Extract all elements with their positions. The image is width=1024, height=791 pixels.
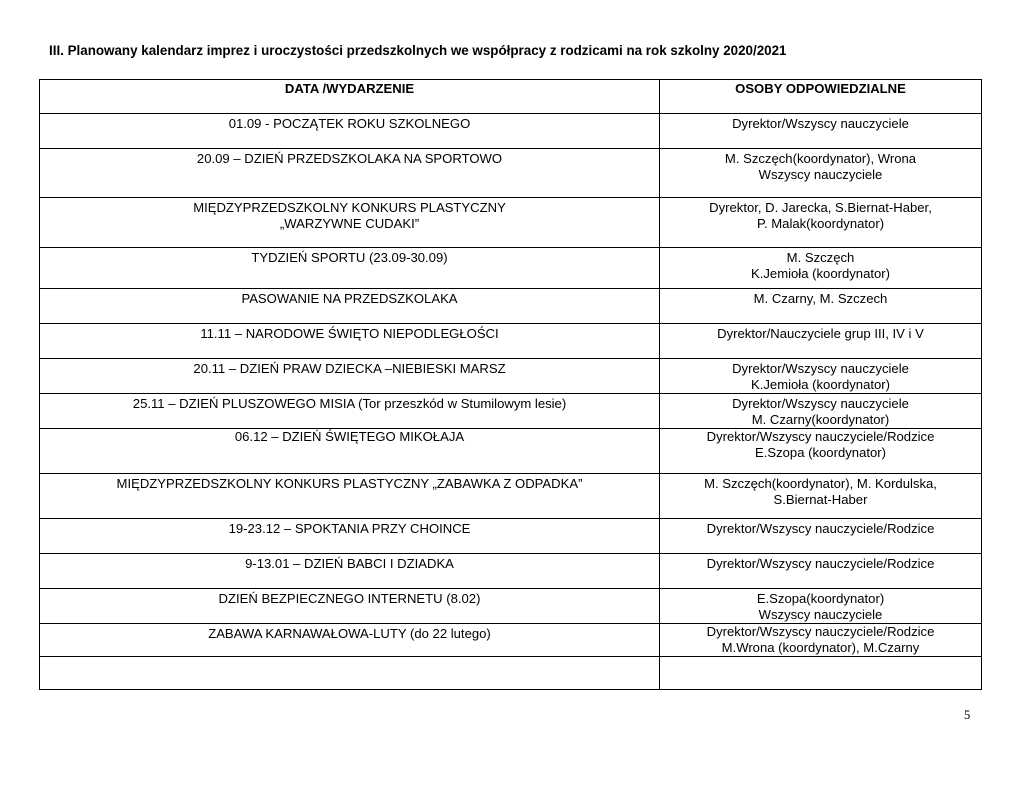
table-row <box>40 519 982 554</box>
event-line: 20.09 – DZIEŃ PRZEDSZKOLAKA NA SPORTOWO <box>196 151 503 166</box>
event-cell <box>40 324 660 359</box>
event-cell <box>40 519 660 554</box>
responsible-line: K.Jemioła (koordynator) <box>751 266 890 281</box>
responsible-line: Wszyscy nauczyciele <box>758 607 883 622</box>
table-row <box>40 554 982 589</box>
event-line: TYDZIEŃ SPORTU (23.09-30.09) <box>251 250 448 265</box>
responsible-cell <box>660 474 982 519</box>
event-line: DZIEŃ BEZPIECZNEGO INTERNETU (8.02) <box>218 591 481 606</box>
event-line: PASOWANIE NA PRZEDSZKOLAKA <box>241 291 458 306</box>
responsible-cell <box>660 324 982 359</box>
event-line: MIĘDZYPRZEDSZKOLNY KONKURS PLASTYCZNY „ZABAWKA Z ODPADKA” <box>116 476 583 491</box>
responsible-line: P. Malak(koordynator) <box>756 216 885 231</box>
table-row <box>40 289 982 324</box>
event-cell <box>40 657 660 690</box>
responsible-cell <box>660 114 982 149</box>
responsible-line: E.Szopa(koordynator) <box>756 591 885 606</box>
responsible-line: Dyrektor/Wszyscy nauczyciele <box>732 396 909 411</box>
table-row-empty <box>40 657 982 690</box>
events-table <box>39 79 982 690</box>
responsible-cell <box>660 248 982 289</box>
responsible-line: Dyrektor/Wszyscy nauczyciele <box>732 116 909 131</box>
event-cell <box>40 554 660 589</box>
table-row <box>40 474 982 519</box>
responsible-line: M. Czarny(koordynator) <box>751 412 890 427</box>
table-row <box>40 589 982 624</box>
event-line: MIĘDZYPRZEDSZKOLNY KONKURS PLASTYCZNY <box>193 200 506 215</box>
event-cell <box>40 289 660 324</box>
responsible-cell <box>660 359 982 394</box>
responsible-line: Dyrektor, D. Jarecka, S.Biernat-Haber, <box>709 200 932 215</box>
header-responsible: OSOBY ODPOWIEDZIALNE <box>660 80 982 114</box>
event-line: „WARZYWNE CUDAKI” <box>279 216 420 231</box>
event-cell <box>40 429 660 474</box>
responsible-line: M. Czarny, M. Szczech <box>753 291 888 306</box>
table-row <box>40 198 982 248</box>
responsible-line: Dyrektor/Wszyscy nauczyciele/Rodzice <box>706 556 935 571</box>
event-line: 9-13.01 – DZIEŃ BABCI I DZIADKA <box>245 556 454 571</box>
responsible-cell <box>660 519 982 554</box>
responsible-line: E.Szopa (koordynator) <box>754 445 886 460</box>
event-cell <box>40 114 660 149</box>
event-cell <box>40 474 660 519</box>
responsible-cell <box>660 149 982 198</box>
event-cell <box>40 359 660 394</box>
table-row <box>40 149 982 198</box>
event-line: 01.09 - POCZĄTEK ROKU SZKOLNEGO <box>228 116 471 131</box>
page-number: 5 <box>964 708 971 722</box>
responsible-cell <box>660 554 982 589</box>
event-cell <box>40 589 660 624</box>
responsible-line: K.Jemioła (koordynator) <box>751 377 890 392</box>
event-line: 20.11 – DZIEŃ PRAW DZIECKA –NIEBIESKI MARSZ <box>193 361 506 376</box>
responsible-cell <box>660 394 982 429</box>
responsible-cell <box>660 624 982 657</box>
responsible-line: Dyrektor/Wszyscy nauczyciele <box>732 361 909 376</box>
table-row <box>40 114 982 149</box>
responsible-line: Dyrektor/Nauczyciele grup III, IV i V <box>717 326 924 341</box>
responsible-line: Dyrektor/Wszyscy nauczyciele/Rodzice <box>706 624 935 639</box>
table-header-row <box>40 80 982 114</box>
responsible-cell <box>660 589 982 624</box>
event-cell <box>40 149 660 198</box>
responsible-line: Wszyscy nauczyciele <box>758 167 883 182</box>
responsible-cell <box>660 289 982 324</box>
event-line: 19-23.12 – SPOKTANIA PRZY CHOINCE <box>228 521 471 536</box>
table-row <box>40 359 982 394</box>
event-line: ZABAWA KARNAWAŁOWA-LUTY (do 22 lutego) <box>208 626 491 641</box>
responsible-cell <box>660 429 982 474</box>
responsible-line: M. Szczęch(koordynator), Wrona <box>724 151 917 166</box>
table-row <box>40 624 982 657</box>
responsible-cell <box>660 198 982 248</box>
event-line: 11.11 – NARODOWE ŚWIĘTO NIEPODLEGŁOŚCI <box>200 326 499 341</box>
table-row <box>40 394 982 429</box>
table-row <box>40 324 982 359</box>
responsible-line: Dyrektor/Wszyscy nauczyciele/Rodzice <box>706 429 935 444</box>
responsible-line: M. Szczęch <box>786 250 855 265</box>
event-cell <box>40 248 660 289</box>
responsible-line: Dyrektor/Wszyscy nauczyciele/Rodzice <box>706 521 935 536</box>
table-row <box>40 429 982 474</box>
responsible-line: S.Biernat-Haber <box>773 492 868 507</box>
event-line: 25.11 – DZIEŃ PLUSZOWEGO MISIA (Tor przeszkód w Stumilowym lesie) <box>132 396 567 411</box>
section-heading: III. Planowany kalendarz imprez i uroczystości przedszkolnych we współpracy z rodzicami na rok szkolny 2020/2021 <box>49 43 787 58</box>
event-cell <box>40 624 660 657</box>
event-line: 06.12 – DZIEŃ ŚWIĘTEGO MIKOŁAJA <box>234 429 465 444</box>
responsible-cell <box>660 657 982 690</box>
header-event: DATA /WYDARZENIE <box>40 80 660 114</box>
event-cell <box>40 394 660 429</box>
responsible-line: M.Wrona (koordynator), M.Czarny <box>721 640 920 655</box>
event-cell <box>40 198 660 248</box>
table-row <box>40 248 982 289</box>
responsible-line: M. Szczęch(koordynator), M. Kordulska, <box>704 476 937 491</box>
